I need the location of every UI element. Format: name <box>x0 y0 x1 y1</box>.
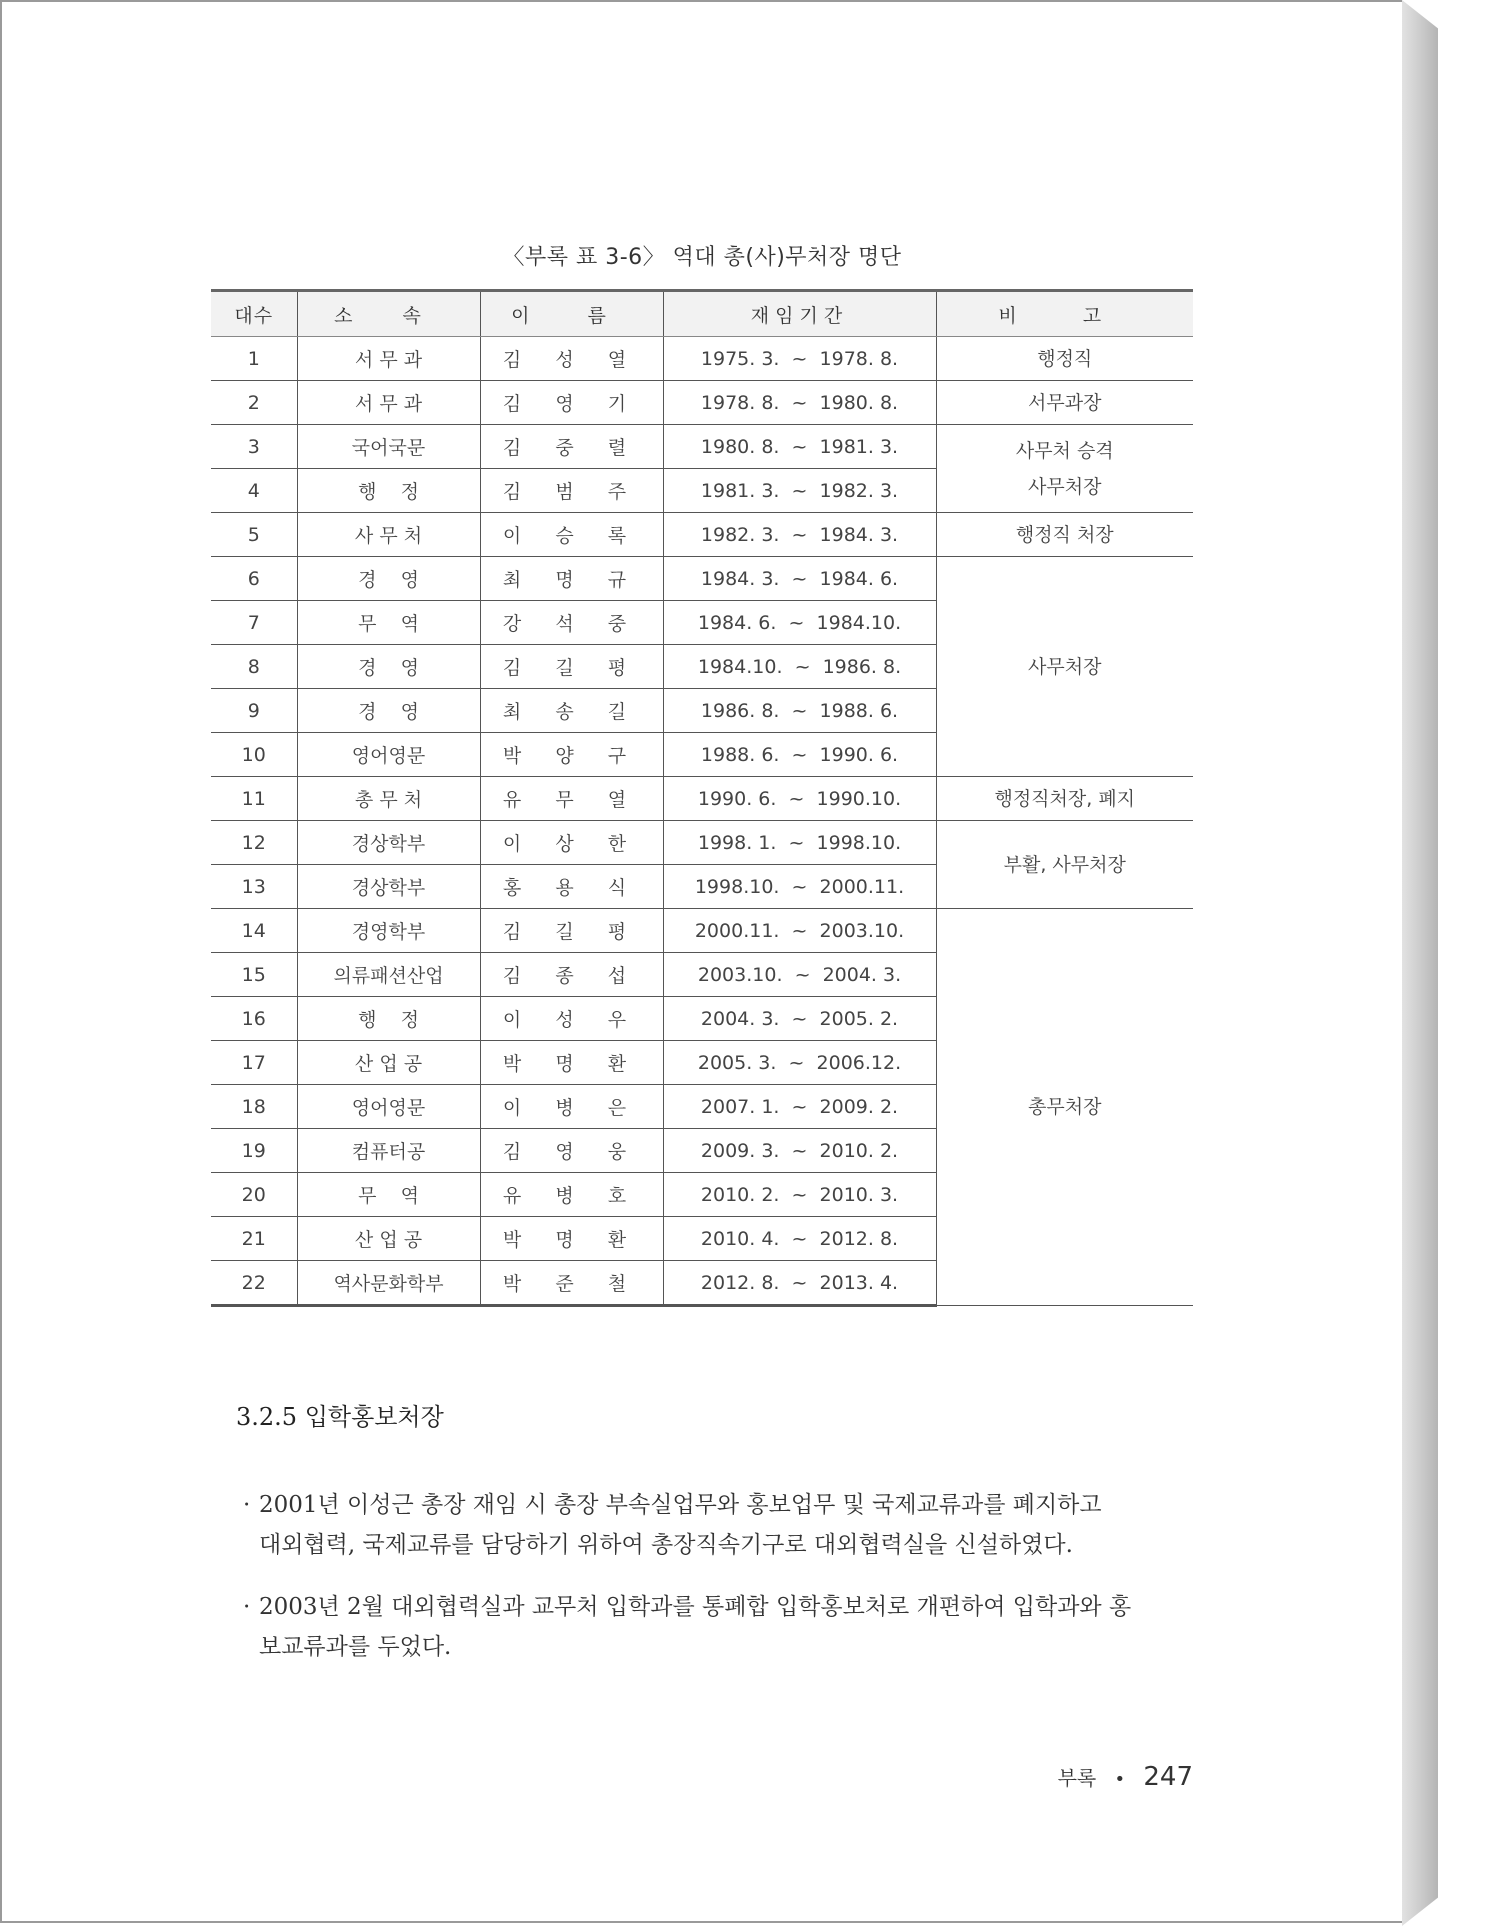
table-caption: 〈부록 표 3-6〉 역대 총(사)무처장 명단 <box>502 245 902 270</box>
cell-num: 15 <box>211 953 297 997</box>
page-edge-top <box>1402 0 1440 30</box>
cell-dept: 경상학부 <box>297 821 480 865</box>
paragraph-line: 대외협력, 국제교류를 담당하기 위하여 총장직속기구로 대외협력실을 신설하였다. <box>259 1532 1073 1558</box>
cell-dept: 의류패션산업 <box>297 953 480 997</box>
cell-name: 박 명 환 <box>480 1041 663 1085</box>
cell-name: 박 준 철 <box>480 1261 663 1306</box>
table-row <box>211 513 1193 557</box>
cell-name: 이 상 한 <box>480 821 663 865</box>
table-row <box>211 337 1193 381</box>
cell-dept: 무 역 <box>297 1173 480 1217</box>
page-footer <box>1058 1762 1193 1792</box>
footer-label: 부록 <box>1057 1766 1097 1790</box>
cell-dept: 영어영문 <box>297 733 480 777</box>
cell-dept: 총 무 처 <box>297 777 480 821</box>
cell-name: 김 성 열 <box>480 337 663 381</box>
cell-term: 2012. 8. ~ 2013. 4. <box>663 1261 936 1306</box>
cell-note: 서무과장 <box>936 381 1193 425</box>
cell-dept: 컴퓨터공 <box>297 1129 480 1173</box>
cell-num: 9 <box>211 689 297 733</box>
bullet-marker: · <box>243 1492 251 1518</box>
paragraph-1 <box>243 1485 1203 1565</box>
section-heading: 3.2.5 입학홍보처장 <box>236 1403 444 1431</box>
cell-num: 1 <box>211 337 297 381</box>
cell-name: 강 석 중 <box>480 601 663 645</box>
cell-num: 18 <box>211 1085 297 1129</box>
cell-num: 4 <box>211 469 297 513</box>
table-row <box>211 381 1193 425</box>
cell-dept: 무 역 <box>297 601 480 645</box>
cell-num: 20 <box>211 1173 297 1217</box>
cell-term: 1984. 3. ~ 1984. 6. <box>663 557 936 601</box>
cell-num: 6 <box>211 557 297 601</box>
cell-term: 2000.11. ~ 2003.10. <box>663 909 936 953</box>
footer-separator: • <box>1114 1769 1126 1790</box>
cell-name: 유 무 열 <box>480 777 663 821</box>
cell-dept: 행 정 <box>297 997 480 1041</box>
header-dept: 소 속 <box>297 291 480 337</box>
cell-term: 2010. 4. ~ 2012. 8. <box>663 1217 936 1261</box>
cell-name: 김 길 평 <box>480 645 663 689</box>
header-note: 비 고 <box>936 291 1193 337</box>
cell-num: 7 <box>211 601 297 645</box>
cell-term: 1986. 8. ~ 1988. 6. <box>663 689 936 733</box>
cell-dept: 서 무 과 <box>297 381 480 425</box>
header-name: 이 름 <box>480 291 663 337</box>
cell-dept: 영어영문 <box>297 1085 480 1129</box>
cell-dept: 경 영 <box>297 645 480 689</box>
cell-num: 5 <box>211 513 297 557</box>
cell-note: 행정직 <box>936 337 1193 381</box>
table-row <box>211 909 1193 953</box>
cell-num: 8 <box>211 645 297 689</box>
page-number: 247 <box>1143 1762 1193 1792</box>
cell-name: 최 명 규 <box>480 557 663 601</box>
cell-term: 1975. 3. ~ 1978. 8. <box>663 337 936 381</box>
table-row <box>211 821 1193 865</box>
cell-term: 1984. 6. ~ 1984.10. <box>663 601 936 645</box>
note-line: 사무처장 <box>1028 475 1102 498</box>
cell-term: 1990. 6. ~ 1990.10. <box>663 777 936 821</box>
cell-name: 박 명 환 <box>480 1217 663 1261</box>
cell-term: 2004. 3. ~ 2005. 2. <box>663 997 936 1041</box>
cell-name: 김 길 평 <box>480 909 663 953</box>
cell-num: 12 <box>211 821 297 865</box>
cell-name: 이 병 은 <box>480 1085 663 1129</box>
cell-dept: 사 무 처 <box>297 513 480 557</box>
cell-term: 1998. 1. ~ 1998.10. <box>663 821 936 865</box>
cell-num: 22 <box>211 1261 297 1306</box>
cell-dept: 경영학부 <box>297 909 480 953</box>
cell-dept: 경 영 <box>297 689 480 733</box>
cell-name: 김 중 렬 <box>480 425 663 469</box>
cell-dept: 경상학부 <box>297 865 480 909</box>
cell-num: 16 <box>211 997 297 1041</box>
cell-name: 홍 용 식 <box>480 865 663 909</box>
page-edge <box>1402 0 1438 1926</box>
cell-term: 1978. 8. ~ 1980. 8. <box>663 381 936 425</box>
cell-name: 김 종 섭 <box>480 953 663 997</box>
paragraph-line: 보교류과를 두었다. <box>259 1634 452 1660</box>
cell-name: 김 범 주 <box>480 469 663 513</box>
cell-name: 박 양 구 <box>480 733 663 777</box>
cell-note: 부활, 사무처장 <box>936 821 1193 909</box>
cell-num: 10 <box>211 733 297 777</box>
cell-term: 1998.10. ~ 2000.11. <box>663 865 936 909</box>
page-edge-bottom <box>1402 1896 1440 1926</box>
table-header-row <box>211 291 1193 337</box>
cell-dept: 산 업 공 <box>297 1217 480 1261</box>
cell-dept: 행 정 <box>297 469 480 513</box>
cell-term: 2003.10. ~ 2004. 3. <box>663 953 936 997</box>
cell-dept: 산 업 공 <box>297 1041 480 1085</box>
header-num: 대수 <box>211 291 297 337</box>
paragraph-line: 2001년 이성근 총장 재임 시 총장 부속실업무와 홍보업무 및 국제교류과를 폐지하고 <box>259 1492 1102 1518</box>
cell-num: 17 <box>211 1041 297 1085</box>
roster-table <box>211 289 1193 1307</box>
cell-name: 유 병 호 <box>480 1173 663 1217</box>
table-row <box>211 425 1193 469</box>
cell-term: 1981. 3. ~ 1982. 3. <box>663 469 936 513</box>
paragraph-line: 2003년 2월 대외협력실과 교무처 입학과를 통폐합 입학홍보처로 개편하여 입학과와 홍 <box>259 1594 1132 1620</box>
cell-dept: 국어국문 <box>297 425 480 469</box>
table-row <box>211 557 1193 601</box>
cell-num: 21 <box>211 1217 297 1261</box>
cell-note: 행정직 처장 <box>936 513 1193 557</box>
cell-term: 2010. 2. ~ 2010. 3. <box>663 1173 936 1217</box>
cell-term: 1980. 8. ~ 1981. 3. <box>663 425 936 469</box>
cell-name: 이 승 록 <box>480 513 663 557</box>
cell-num: 13 <box>211 865 297 909</box>
paragraph-2 <box>243 1587 1203 1667</box>
cell-term: 1982. 3. ~ 1984. 3. <box>663 513 936 557</box>
cell-num: 2 <box>211 381 297 425</box>
cell-num: 3 <box>211 425 297 469</box>
cell-name: 김 영 기 <box>480 381 663 425</box>
cell-note <box>936 425 1193 513</box>
cell-term: 2005. 3. ~ 2006.12. <box>663 1041 936 1085</box>
cell-term: 1984.10. ~ 1986. 8. <box>663 645 936 689</box>
cell-term: 1988. 6. ~ 1990. 6. <box>663 733 936 777</box>
cell-note: 행정직처장, 폐지 <box>936 777 1193 821</box>
cell-num: 11 <box>211 777 297 821</box>
note-line: 사무처 승격 <box>1015 439 1114 462</box>
cell-dept: 역사문화학부 <box>297 1261 480 1306</box>
cell-num: 19 <box>211 1129 297 1173</box>
cell-name: 이 성 우 <box>480 997 663 1041</box>
header-term: 재임기간 <box>663 291 936 337</box>
bullet-marker: · <box>243 1594 251 1620</box>
table-row <box>211 777 1193 821</box>
cell-dept: 서 무 과 <box>297 337 480 381</box>
cell-note: 총무처장 <box>936 909 1193 1306</box>
cell-term: 2009. 3. ~ 2010. 2. <box>663 1129 936 1173</box>
cell-note: 사무처장 <box>936 557 1193 777</box>
cell-num: 14 <box>211 909 297 953</box>
cell-name: 김 영 웅 <box>480 1129 663 1173</box>
cell-term: 2007. 1. ~ 2009. 2. <box>663 1085 936 1129</box>
cell-name: 최 송 길 <box>480 689 663 733</box>
cell-dept: 경 영 <box>297 557 480 601</box>
